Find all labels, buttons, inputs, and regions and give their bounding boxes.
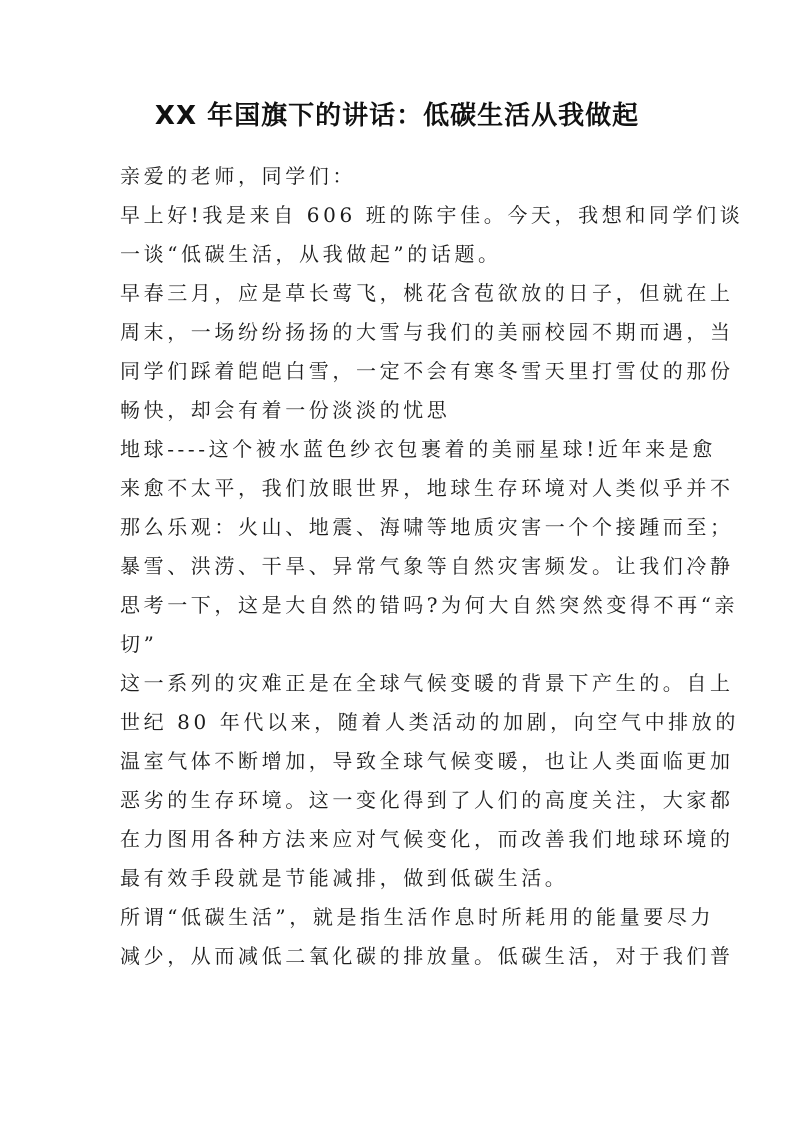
text-line: 同学们踩着皑皑白雪，一定不会有寒冬雪天里打雪仗的那份 xyxy=(120,359,734,383)
text-line: 那么乐观：火山、地震、海啸等地质灾害一个个接踵而至； xyxy=(120,515,734,539)
text-line: 早上好!我是来自 606 班的陈宇佳。今天，我想和同学们谈 xyxy=(120,203,744,227)
speech-body xyxy=(120,157,744,976)
text-line: 恶劣的生存环境。这一变化得到了人们的高度关注，大家都 xyxy=(120,788,734,812)
text-line: 最有效手段就是节能减排，做到低碳生活。 xyxy=(120,866,569,890)
text-line: 在力图用各种方法来应对气候变化，而改善我们地球环境的 xyxy=(120,827,734,851)
text-line: 温室气体不断增加，导致全球气候变暖，也让人类面临更加 xyxy=(120,749,734,773)
page-title: XX 年国旗下的讲话：低碳生活从我做起 xyxy=(154,101,640,131)
text-line: 减少，从而减低二氧化碳的排放量。低碳生活，对于我们普 xyxy=(120,944,734,968)
text-line: 切” xyxy=(120,632,158,656)
text-line: 早春三月，应是草长莺飞，桃花含苞欲放的日子，但就在上 xyxy=(120,281,734,305)
text-line: 这一系列的灾难正是在全球气候变暖的背景下产生的。自上 xyxy=(120,671,734,695)
text-line: 来愈不太平，我们放眼世界，地球生存环境对人类似乎并不 xyxy=(120,476,734,500)
text-line: 周末，一场纷纷扬扬的大雪与我们的美丽校园不期而遇，当 xyxy=(120,320,734,344)
text-line: 所谓“低碳生活”，就是指生活作息时所耗用的能量要尽力 xyxy=(120,905,715,929)
text-line: 暴雪、洪涝、干旱、异常气象等自然灾害频发。让我们冷静 xyxy=(120,554,734,578)
text-line: 畅快，却会有着一份淡淡的忧思 xyxy=(120,398,451,422)
text-line: 地球----这个被水蓝色纱衣包裹着的美丽星球!近年来是愈 xyxy=(120,437,716,461)
text-line: 一谈“低碳生活，从我做起”的话题。 xyxy=(120,242,502,266)
text-line-greeting: 亲爱的老师，同学们： xyxy=(120,164,356,188)
text-line: 思考一下，这是大自然的错吗?为何大自然突然变得不再“亲 xyxy=(120,593,739,617)
text-line: 世纪 80 年代以来，随着人类活动的加剧，向空气中排放的 xyxy=(120,710,739,734)
